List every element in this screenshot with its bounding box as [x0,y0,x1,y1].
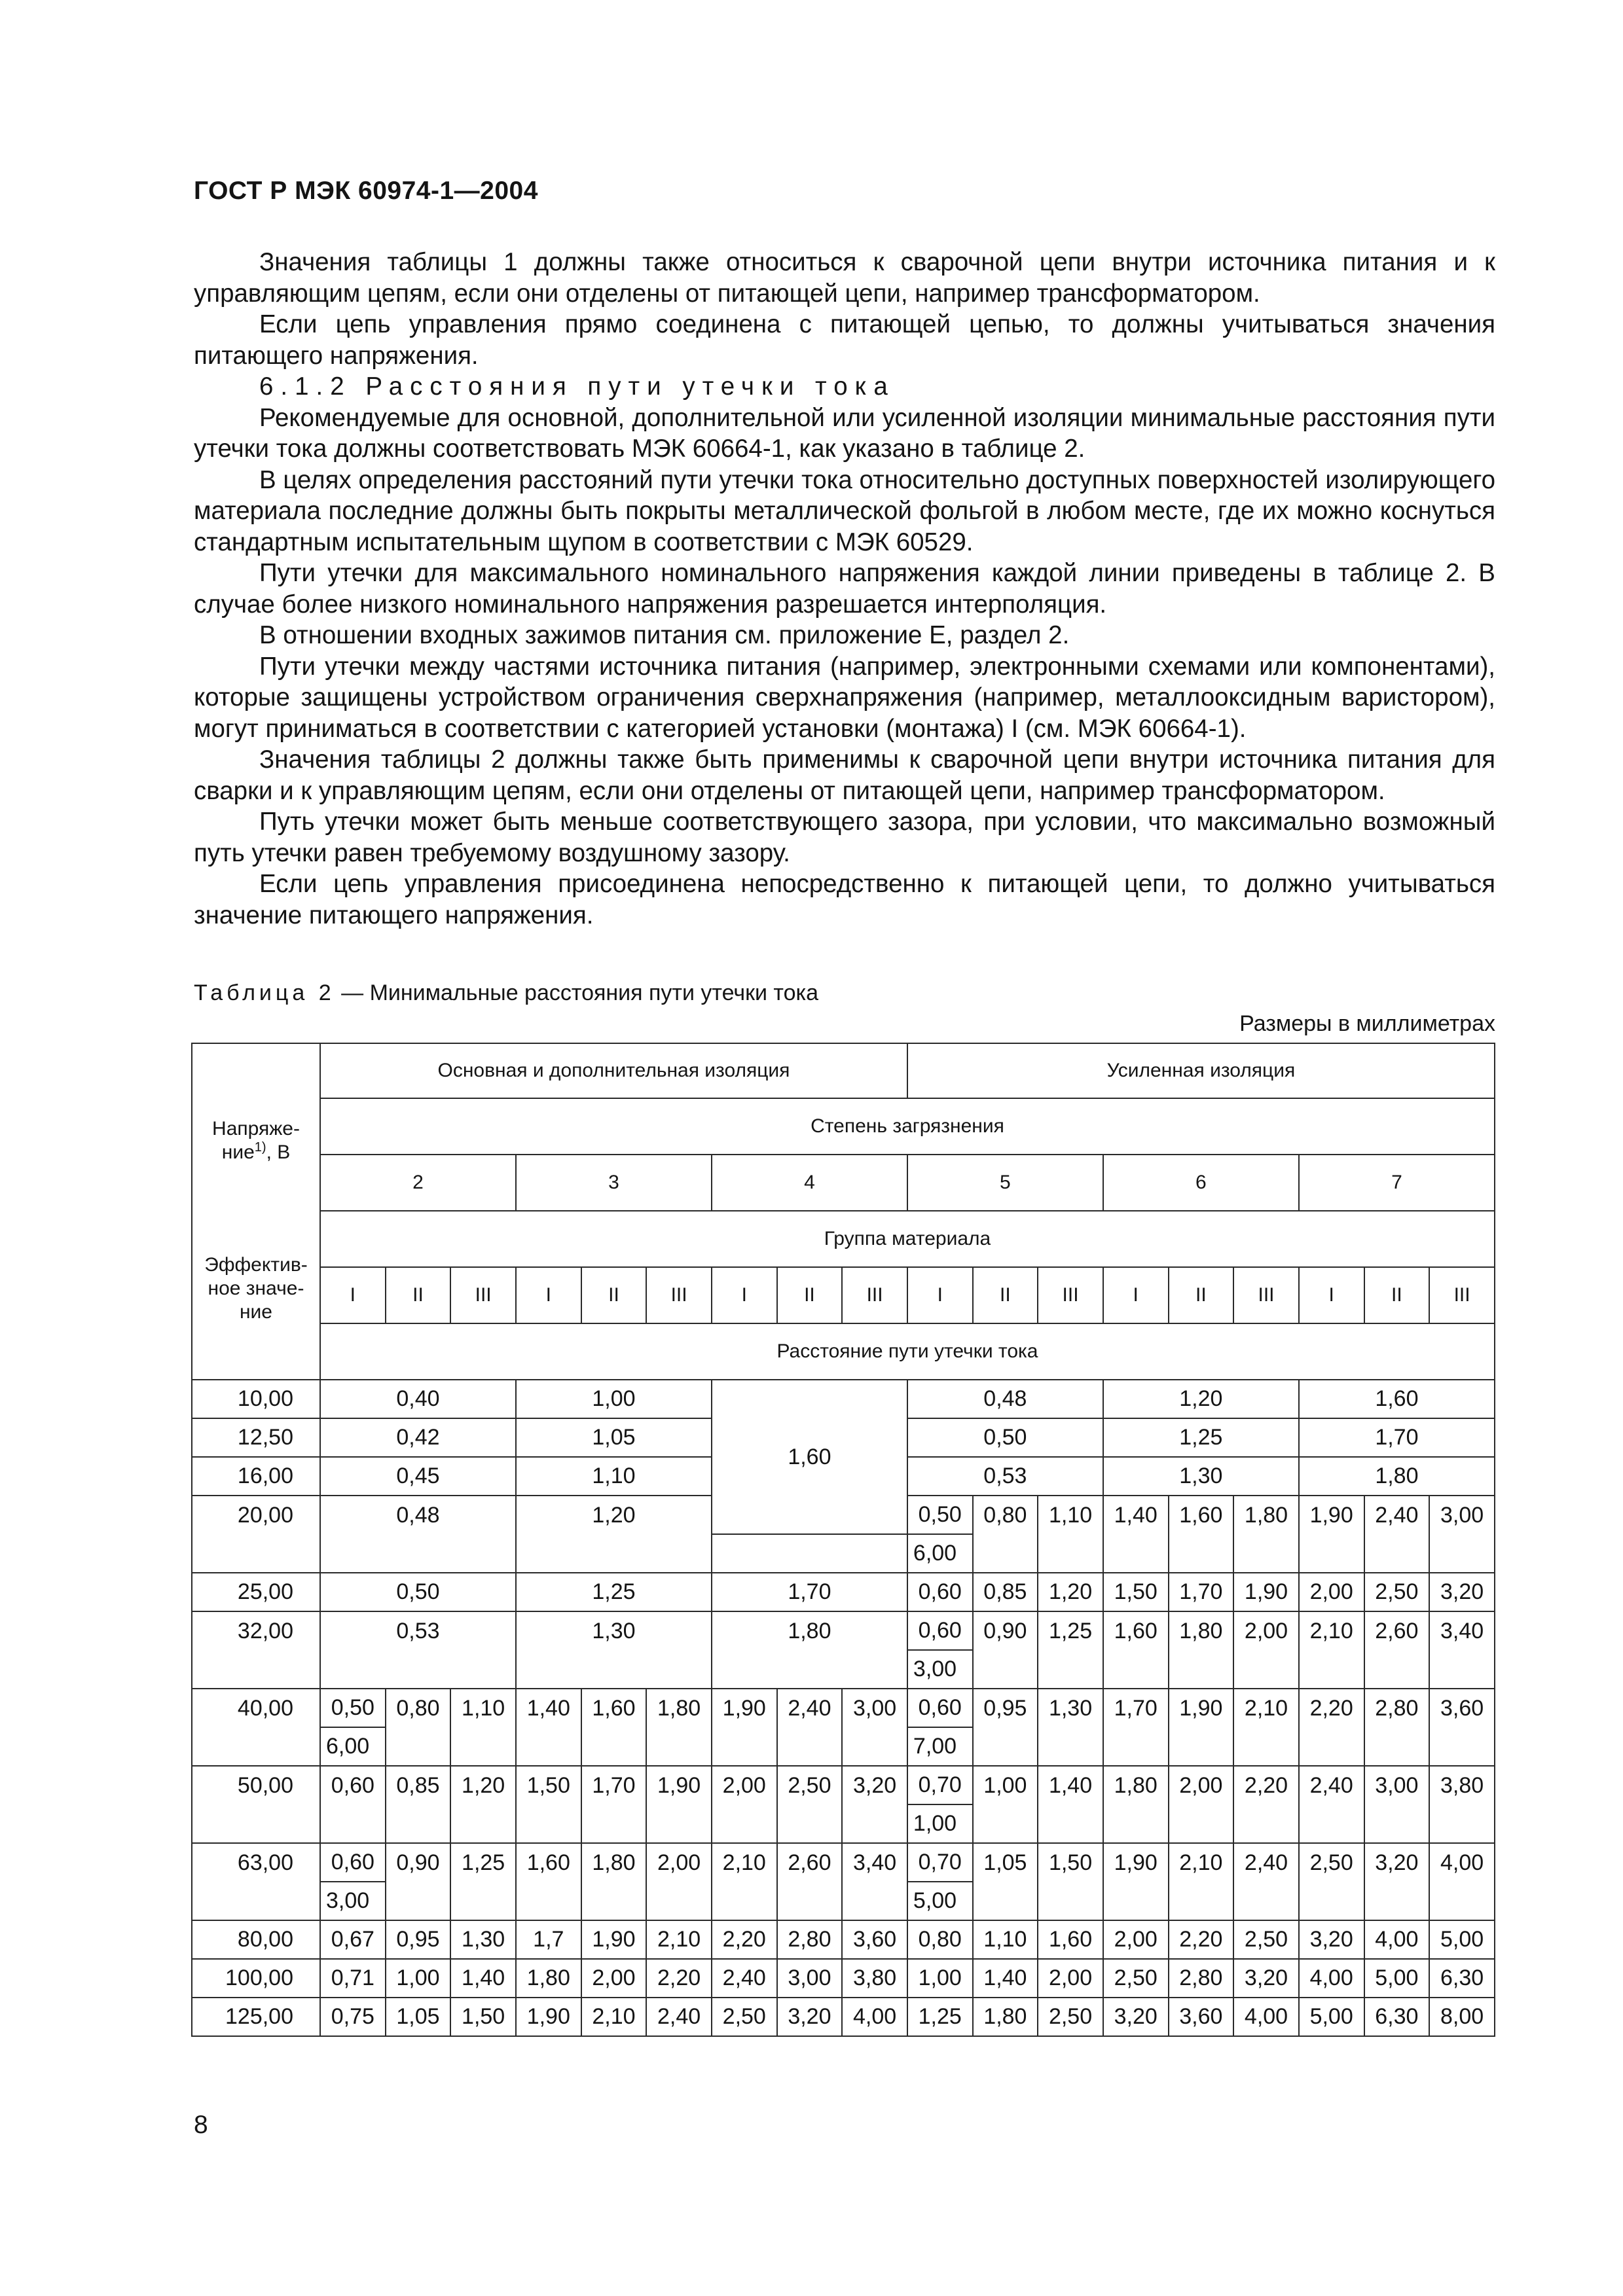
value-cell: 1,70 [1169,1573,1234,1611]
value-cell: 0,53 [320,1611,516,1689]
value-cell: 1,30 [516,1611,712,1689]
value-cell: 2,20 [712,1920,777,1959]
voltage-header-label: Напряже-ние [212,1118,300,1163]
material-group: III [646,1267,712,1323]
value-cell: 1,25 [1038,1611,1103,1689]
value-cell: 8,00 [1429,1998,1495,2036]
value-cell: 3,20 [1429,1573,1495,1611]
value-cell: 0,50 [320,1689,386,1727]
value-cell: 0,42 [320,1418,516,1457]
value-cell: 1,30 [450,1920,516,1959]
material-group: III [1233,1267,1299,1323]
value-cell: 3,40 [842,1843,907,1920]
value-cell: 6,30 [1364,1998,1430,2036]
paragraph: Пути утечки между частями источника питания (например, электронными схемами или компонентами), которые защищены устройством ограничения сверхнапряжения (например, металлооксидным варистором), могут приниматься в соответствии с категорией установки (монтажа) I (см. МЭК 60664-1). [194,652,1495,743]
value-cell: 1,90 [712,1689,777,1766]
voltage-cell: 32,00 [192,1611,320,1689]
value-cell: 3,20 [777,1998,843,2036]
material-group: III [450,1267,516,1323]
value-cell: 2,50 [1038,1998,1103,2036]
value-cell: 2,60 [777,1843,843,1920]
value-cell: 1,60 [581,1689,647,1766]
value-cell: 2,00 [712,1766,777,1843]
value-cell: 1,50 [1103,1573,1169,1611]
table-row [192,1998,1495,2036]
paragraph: В отношении входных зажимов питания см. приложение Е, раздел 2. [259,621,1070,649]
voltage-cell: 125,00 [192,1998,320,2036]
value-cell: 1,30 [1103,1457,1299,1496]
value-cell: 1,00 [973,1766,1038,1843]
value-cell: 5,00 [1429,1920,1495,1959]
table-header-row [192,1267,1495,1323]
value-cell: 2,40 [646,1998,712,2036]
material-group: I [907,1267,973,1323]
value-cell: 0,85 [973,1573,1038,1611]
table-caption-label: Таблица 2 [194,980,335,1005]
value-cell: 0,60 [907,1611,973,1650]
value-cell: 1,10 [973,1920,1038,1959]
value-cell: 2,40 [777,1689,843,1766]
value-cell: 2,00 [1233,1611,1299,1689]
value-cell: 1,90 [1233,1573,1299,1611]
footnote-ref: 1) [254,1140,266,1155]
material-group: I [320,1267,386,1323]
effective-value-header: Эффектив-ное значе-ние [204,1254,308,1323]
value-cell: 3,20 [1299,1920,1364,1959]
value-cell: 3,20 [842,1766,907,1843]
value-cell: 1,40 [1038,1766,1103,1843]
value-cell: 5,00 [1364,1959,1430,1998]
value-cell: 0,50 [907,1418,1103,1457]
table-header-row [192,1043,1495,1098]
value-subcell: 6,00 [320,1727,386,1766]
value-cell: 0,48 [907,1380,1103,1418]
value-cell: 2,50 [1364,1573,1430,1611]
value-cell: 1,90 [581,1920,647,1959]
value-cell: 1,40 [1103,1496,1169,1573]
creepage-distance-header: Расстояние пути утечки тока [320,1323,1495,1380]
table-header-row [192,1155,1495,1211]
value-cell: 2,10 [646,1920,712,1959]
value-cell: 3,80 [1429,1766,1495,1843]
value-cell: 0,50 [907,1496,973,1534]
voltage-cell: 25,00 [192,1573,320,1611]
voltage-cell: 40,00 [192,1689,320,1766]
table-row [192,1689,1495,1727]
value-cell: 1,80 [1299,1457,1495,1496]
value-cell: 0,80 [386,1689,451,1766]
material-group: II [777,1267,843,1323]
value-cell: 4,00 [1364,1920,1430,1959]
value-cell: 0,60 [907,1689,973,1727]
value-cell: 2,60 [1364,1611,1430,1689]
value-cell: 3,00 [777,1959,843,1998]
voltage-cell: 16,00 [192,1457,320,1496]
pollution-degree: 5 [907,1155,1103,1211]
material-group: II [1169,1267,1234,1323]
page-number: 8 [194,2111,208,2139]
voltage-cell: 80,00 [192,1920,320,1959]
value-cell: 1,40 [450,1959,516,1998]
value-cell: 2,00 [1038,1959,1103,1998]
value-cell: 1,05 [386,1998,451,2036]
value-cell: 1,20 [516,1496,712,1573]
value-cell: 0,95 [386,1920,451,1959]
voltage-cell: 63,00 [192,1843,320,1920]
value-cell: 3,80 [842,1959,907,1998]
value-cell: 1,60 [1299,1380,1495,1418]
value-cell: 2,40 [1364,1496,1430,1573]
pollution-degree: 6 [1103,1155,1299,1211]
material-group: I [1103,1267,1169,1323]
value-cell: 1,10 [516,1457,712,1496]
value-cell: 1,80 [516,1959,581,1998]
value-cell: 2,00 [646,1843,712,1920]
value-cell: 2,40 [1233,1843,1299,1920]
value-subcell: 7,00 [907,1727,973,1766]
value-cell: 0,80 [907,1920,973,1959]
table-units: Размеры в миллиметрах [1239,1011,1495,1036]
material-group: II [1364,1267,1430,1323]
value-cell: 1,20 [1038,1573,1103,1611]
material-group: III [842,1267,907,1323]
value-cell: 1,80 [1103,1766,1169,1843]
value-cell: 2,00 [1103,1920,1169,1959]
value-cell: 4,00 [1299,1959,1364,1998]
value-cell: 1,60 [1169,1496,1234,1573]
value-cell: 1,40 [973,1959,1038,1998]
value-cell: 3,20 [1103,1998,1169,2036]
value-cell: 3,20 [1364,1843,1430,1920]
value-cell: 1,80 [712,1611,907,1689]
voltage-cell: 100,00 [192,1959,320,1998]
value-cell: 1,90 [1169,1689,1234,1766]
voltage-cell: 12,50 [192,1418,320,1457]
value-cell: 1,90 [1299,1496,1364,1573]
value-cell: 2,00 [581,1959,647,1998]
value-cell: 1,70 [1299,1418,1495,1457]
value-cell: 2,10 [712,1843,777,1920]
value-cell: 2,10 [1299,1611,1364,1689]
value-cell: 5,00 [1299,1998,1364,2036]
value-cell: 1,05 [516,1418,712,1457]
table-header-row [192,1098,1495,1155]
voltage-header-unit: , В [266,1141,291,1163]
table-caption-title: — Минимальные расстояния пути утечки тока [335,980,819,1005]
value-cell: 1,10 [1038,1496,1103,1573]
value-cell: 1,60 [516,1843,581,1920]
table-caption [194,980,818,1006]
value-cell: 2,80 [777,1920,843,1959]
value-cell: 0,70 [907,1843,973,1882]
value-cell: 1,00 [386,1959,451,1998]
value-cell: 1,7 [516,1920,581,1959]
paragraph: Значения таблицы 1 должны также относиться к сварочной цепи внутри источника питания и к управляющим цепям, если они отделены от питающей цепи, например трансформатором. [194,248,1495,308]
value-cell: 3,60 [1429,1689,1495,1766]
value-cell: 0,53 [907,1457,1103,1496]
value-cell: 0,70 [907,1766,973,1804]
table-row [192,1920,1495,1959]
value-cell: 1,70 [712,1573,907,1611]
value-cell: 1,90 [1103,1843,1169,1920]
value-subcell: 1,00 [907,1804,973,1843]
value-cell: 2,10 [581,1998,647,2036]
value-cell: 1,00 [516,1380,712,1418]
paragraph: Пути утечки для максимального номинального напряжения каждой линии приведены в таблице 2. В случае более низкого номинального напряжения разрешается интерполяция. [194,559,1495,619]
voltage-cell: 50,00 [192,1766,320,1843]
value-cell: 2,40 [1299,1766,1364,1843]
value-cell: 2,50 [1233,1920,1299,1959]
value-cell: 2,20 [646,1959,712,1998]
value-cell: 0,45 [320,1457,516,1496]
material-group: III [1038,1267,1103,1323]
value-subcell: 3,00 [320,1882,386,1920]
paragraph: Рекомендуемые для основной, дополнительной или усиленной изоляции минимальные расстояния пути утечки тока должны соответствовать МЭК 60664-1, как указано в таблице 2. [194,403,1495,463]
value-cell: 0,90 [973,1611,1038,1689]
value-subcell: 3,00 [907,1650,973,1689]
value-subcell: 5,00 [907,1882,973,1920]
value-cell: 1,80 [646,1689,712,1766]
value-cell: 1,20 [1103,1380,1299,1418]
value-cell: 3,00 [842,1689,907,1766]
pollution-degree: 2 [320,1155,516,1211]
empty-cell [712,1534,907,1573]
value-cell: 4,00 [842,1998,907,2036]
paragraph: В целях определения расстояний пути утечки тока относительно доступных поверхностей изолирующего материала последние должны быть покрыты металлической фольгой в любом месте, где их можно коснуться стандартным испытательным щупом в соответствии с МЭК 60529. [194,465,1495,556]
material-group: II [581,1267,647,1323]
value-cell: 0,75 [320,1998,386,2036]
value-cell: 1,50 [516,1766,581,1843]
material-group: II [973,1267,1038,1323]
table-row [192,1611,1495,1650]
value-cell: 1,70 [581,1766,647,1843]
material-group: II [386,1267,451,1323]
pollution-degree-header: Степень загрязнения [320,1098,1495,1155]
value-cell: 3,00 [1364,1766,1430,1843]
creepage-table [191,1043,1495,2037]
value-cell: 3,00 [1429,1496,1495,1573]
table-header-row [192,1323,1495,1380]
value-cell: 2,00 [1299,1573,1364,1611]
value-cell: 1,90 [646,1766,712,1843]
value-cell: 1,50 [1038,1843,1103,1920]
value-cell: 1,60 [1103,1611,1169,1689]
value-cell: 2,50 [712,1998,777,2036]
paragraph: Значения таблицы 2 должны также быть применимы к сварочной цепи внутри источника питания для сварки и к управляющим цепям, если они отделены от питающей цепи, например трансформатором. [194,745,1495,805]
material-group-header: Группа материала [320,1211,1495,1267]
value-cell: 1,80 [1233,1496,1299,1573]
value-cell: 2,00 [1169,1766,1234,1843]
section-heading: 6.1.2 Расстояния пути утечки тока [259,372,895,401]
material-group: I [1299,1267,1364,1323]
material-group: I [712,1267,777,1323]
voltage-header [192,1043,320,1380]
value-cell: 4,00 [1233,1998,1299,2036]
reinforced-insulation-header: Усиленная изоляция [907,1043,1495,1098]
value-cell: 2,10 [1169,1843,1234,1920]
value-cell: 2,50 [1299,1843,1364,1920]
value-cell: 1,25 [516,1573,712,1611]
voltage-cell: 20,00 [192,1496,320,1573]
value-cell: 3,60 [842,1920,907,1959]
value-cell: 3,60 [1169,1998,1234,2036]
pollution-degree: 7 [1299,1155,1495,1211]
table-row [192,1766,1495,1804]
voltage-cell: 10,00 [192,1380,320,1418]
value-cell: 2,20 [1233,1766,1299,1843]
table-row [192,1843,1495,1882]
value-cell: 2,20 [1169,1920,1234,1959]
body-text [194,247,1495,931]
value-cell: 1,60 [712,1380,907,1534]
pollution-degree: 3 [516,1155,712,1211]
pollution-degree: 4 [712,1155,907,1211]
table-row [192,1380,1495,1418]
value-cell: 1,80 [1169,1611,1234,1689]
value-cell: 1,25 [450,1843,516,1920]
value-cell: 3,40 [1429,1611,1495,1689]
value-cell: 0,40 [320,1380,516,1418]
value-cell: 1,30 [1038,1689,1103,1766]
basic-insulation-header: Основная и дополнительная изоляция [320,1043,907,1098]
value-cell: 2,10 [1233,1689,1299,1766]
paragraph: Путь утечки может быть меньше соответствующего зазора, при условии, что максимально возможный путь утечки равен требуемому воздушному зазору. [194,808,1495,867]
value-cell: 1,25 [1103,1418,1299,1457]
value-cell: 1,10 [450,1689,516,1766]
value-cell: 1,90 [516,1998,581,2036]
value-cell: 1,80 [973,1998,1038,2036]
value-cell: 1,25 [907,1998,973,2036]
value-cell: 0,80 [973,1496,1038,1573]
value-cell: 2,40 [712,1959,777,1998]
value-cell: 0,48 [320,1496,516,1573]
value-subcell: 6,00 [907,1534,973,1573]
value-cell: 2,80 [1364,1689,1430,1766]
value-cell: 0,50 [320,1573,516,1611]
value-cell: 1,70 [1103,1689,1169,1766]
value-cell: 0,85 [386,1766,451,1843]
value-cell: 1,05 [973,1843,1038,1920]
material-group: I [516,1267,581,1323]
material-group: III [1429,1267,1495,1323]
paragraph: Если цепь управления прямо соединена с питающей цепью, то должны учитываться значения питающего напряжения. [194,310,1495,370]
value-cell: 4,00 [1429,1843,1495,1920]
value-cell: 0,60 [320,1766,386,1843]
value-cell: 0,95 [973,1689,1038,1766]
value-cell: 1,20 [450,1766,516,1843]
value-cell: 1,00 [907,1959,973,1998]
value-cell: 1,80 [581,1843,647,1920]
paragraph: Если цепь управления присоединена непосредственно к питающей цепи, то должно учитываться значение питающего напряжения. [194,870,1495,929]
value-cell: 0,60 [320,1843,386,1882]
value-cell: 1,40 [516,1689,581,1766]
value-cell: 0,60 [907,1573,973,1611]
value-cell: 2,80 [1169,1959,1234,1998]
document-code: ГОСТ Р МЭК 60974-1—2004 [194,177,538,205]
value-cell: 1,60 [1038,1920,1103,1959]
value-cell: 1,50 [450,1998,516,2036]
value-cell: 0,90 [386,1843,451,1920]
value-cell: 3,20 [1233,1959,1299,1998]
table-row [192,1959,1495,1998]
value-cell: 2,50 [1103,1959,1169,1998]
value-cell: 0,67 [320,1920,386,1959]
value-cell: 6,30 [1429,1959,1495,1998]
value-cell: 0,71 [320,1959,386,1998]
value-cell: 2,50 [777,1766,843,1843]
table-row [192,1573,1495,1611]
value-cell: 2,20 [1299,1689,1364,1766]
table-header-row [192,1211,1495,1267]
